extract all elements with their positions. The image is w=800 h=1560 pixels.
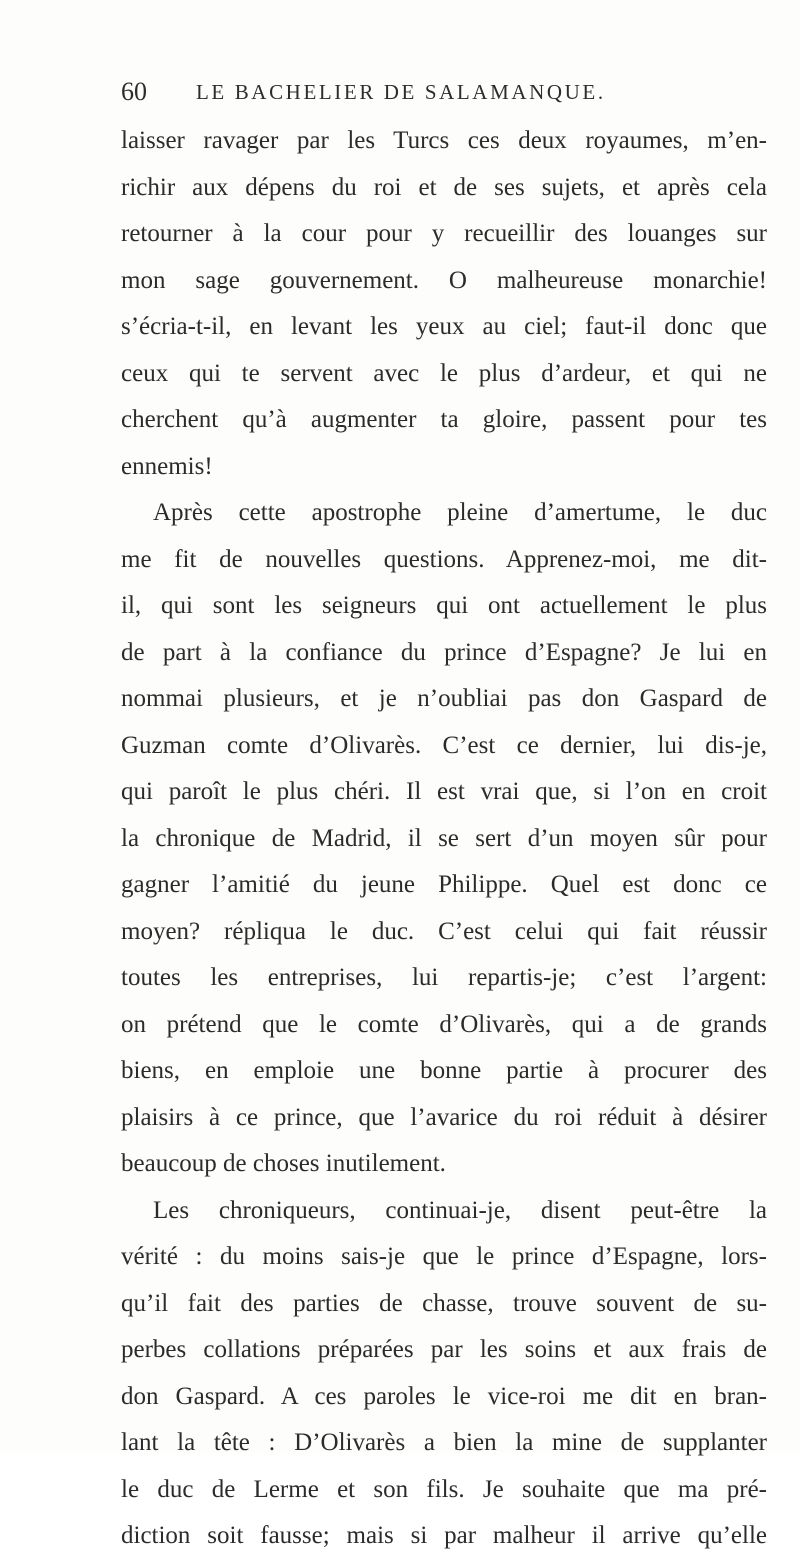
page-header [121, 75, 761, 109]
text-line: moyen? répliqua le duc. C’est celui qui fait réussir [121, 917, 767, 945]
text-line: lant la tête : D’Olivarès a bien la mine de supplanter [121, 1429, 767, 1456]
text-line: me fit de nouvelles questions. Apprenez-moi, me dit- [121, 545, 767, 573]
page-number: 60 [121, 77, 147, 106]
text-line: richir aux dépens du roi et de ses sujets, et après cela [121, 173, 767, 201]
text-line: s’écria-t-il, en levant les yeux au ciel; faut-il donc que [121, 313, 767, 340]
text-line: Les chroniqueurs, continuai-je, disent peut-être la [153, 1196, 767, 1224]
text-line: on prétend que le comte d’Olivarès, qui a de grands [121, 1010, 767, 1038]
text-line: Guzman comte d’Olivarès. C’est ce dernier, lui dis-je, [121, 731, 767, 759]
text-line: Après cette apostrophe pleine d’amertume, le duc [153, 499, 767, 526]
text-line: mon sage gouvernement. O malheureuse monarchie! [121, 266, 767, 294]
text-line: retourner à la cour pour y recueillir des louanges sur [121, 220, 767, 247]
text-line: il, qui sont les seigneurs qui ont actuellement le plus [121, 592, 767, 619]
body-text [121, 118, 767, 1560]
text-line: laisser ravager par les Turcs ces deux royaumes, m’en- [121, 127, 767, 154]
text-line: le duc de Lerme et son fils. Je souhaite que ma pré- [121, 1475, 767, 1503]
text-line: vérité : du moins sais-je que le prince d’Espagne, lors- [121, 1243, 767, 1270]
text-line: ceux qui te servent avec le plus d’ardeur, et qui ne [121, 359, 767, 387]
text-line: cherchent qu’à augmenter ta gloire, passent pour tes [121, 406, 767, 433]
text-line: qu’il fait des parties de chasse, trouve souvent de su- [121, 1289, 767, 1317]
text-line: don Gaspard. A ces paroles le vice-roi me dit en bran- [121, 1382, 767, 1410]
text-line: biens, en emploie une bonne partie à procurer des [121, 1057, 767, 1084]
text-line: diction soit fausse; mais si par malheur il arrive qu’elle [121, 1522, 767, 1549]
text-line: gagner l’amitié du jeune Philippe. Quel est donc ce [121, 871, 767, 898]
text-line: de part à la confiance du prince d’Espagne? Je lui en [121, 638, 767, 666]
text-line: nommai plusieurs, et je n’oubliai pas don Gaspard de [121, 685, 767, 712]
text-line: perbes collations préparées par les soins et aux frais de [121, 1336, 767, 1363]
text-line: ennemis! [121, 452, 213, 480]
text-line: plaisirs à ce prince, que l’avarice du roi réduit à désirer [121, 1103, 767, 1131]
text-line: la chronique de Madrid, il se sert d’un moyen sûr pour [121, 824, 767, 852]
text-line: toutes les entreprises, lui repartis-je; c’est l’argent: [121, 964, 767, 991]
text-line: beaucoup de choses inutilement. [121, 1150, 446, 1177]
running-title: LE BACHELIER DE SALAMANQUE. [196, 80, 606, 104]
text-line: qui paroît le plus chéri. Il est vrai que, si l’on en croit [121, 778, 767, 805]
